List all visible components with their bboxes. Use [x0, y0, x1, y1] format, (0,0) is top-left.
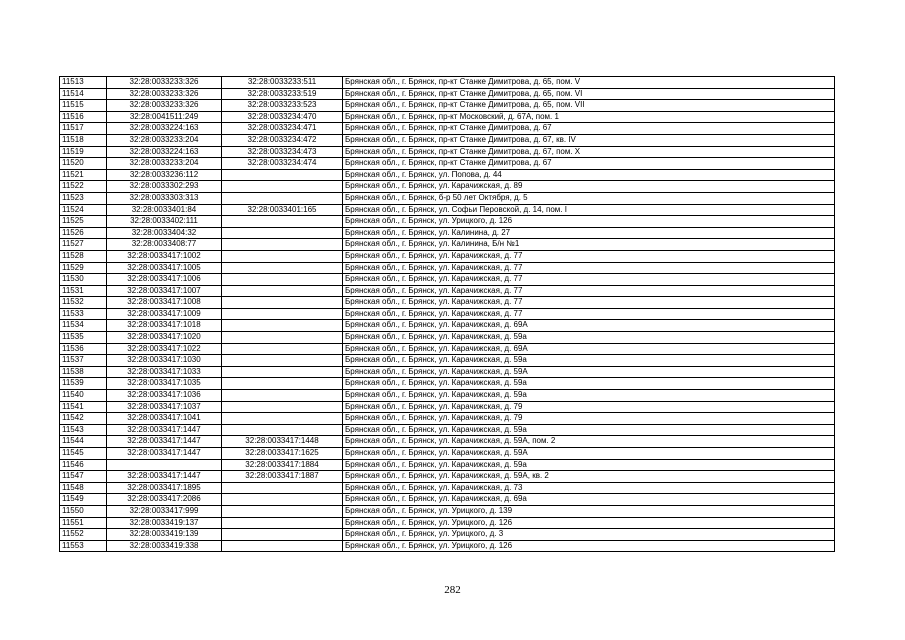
cadastral-number-cell: 32:28:0033417:1447: [107, 436, 222, 448]
cadastral-number-cell: 32:28:0033224:163: [107, 123, 222, 135]
table-row: [60, 448, 835, 460]
linked-cadastral-number-cell: [222, 332, 343, 344]
address-cell: Брянская обл., г. Брянск, ул. Карачижская, д. 69А: [343, 343, 835, 355]
row-number-cell: 11553: [60, 540, 107, 552]
table-row: [60, 239, 835, 251]
table-row: [60, 297, 835, 309]
linked-cadastral-number-cell: [222, 320, 343, 332]
cadastral-number-cell: 32:28:0033417:1036: [107, 390, 222, 402]
cadastral-number-cell: 32:28:0033417:1005: [107, 262, 222, 274]
address-cell: Брянская обл., г. Брянск, ул. Карачижская, д. 79: [343, 401, 835, 413]
page-number: 282: [444, 584, 461, 596]
row-number-cell: 11551: [60, 517, 107, 529]
address-cell: Брянская обл., г. Брянск, ул. Карачижская, д. 77: [343, 274, 835, 286]
address-cell: Брянская обл., г. Брянск, пр-кт Станке Димитрова, д. 67: [343, 123, 835, 135]
cadastral-number-cell: 32:28:0033417:1007: [107, 285, 222, 297]
row-number-cell: 11548: [60, 482, 107, 494]
row-number-cell: 11540: [60, 390, 107, 402]
table-row: [60, 169, 835, 181]
address-cell: Брянская обл., г. Брянск, ул. Карачижская, д. 69а: [343, 494, 835, 506]
row-number-cell: 11517: [60, 123, 107, 135]
row-number-cell: 11533: [60, 308, 107, 320]
cadastral-number-cell: 32:28:0033417:1447: [107, 471, 222, 483]
cadastral-number-cell: 32:28:0033302:293: [107, 181, 222, 193]
table-row: [60, 482, 835, 494]
table-row: [60, 459, 835, 471]
cadastral-number-cell: 32:28:0033417:1447: [107, 424, 222, 436]
row-number-cell: 11523: [60, 192, 107, 204]
row-number-cell: 11525: [60, 216, 107, 228]
address-cell: Брянская обл., г. Брянск, ул. Карачижская, д. 77: [343, 250, 835, 262]
address-cell: Брянская обл., г. Брянск, ул. Карачижская, д. 59А: [343, 448, 835, 460]
linked-cadastral-number-cell: [222, 540, 343, 552]
table-row: [60, 332, 835, 344]
linked-cadastral-number-cell: [222, 517, 343, 529]
row-number-cell: 11519: [60, 146, 107, 158]
row-number-cell: 11528: [60, 250, 107, 262]
table-row: [60, 123, 835, 135]
row-number-cell: 11550: [60, 505, 107, 517]
linked-cadastral-number-cell: 32:28:0033417:1884: [222, 459, 343, 471]
cadastral-number-cell: 32:28:0033224:163: [107, 146, 222, 158]
linked-cadastral-number-cell: 32:28:0033417:1625: [222, 448, 343, 460]
linked-cadastral-number-cell: [222, 181, 343, 193]
table-row: [60, 355, 835, 367]
address-cell: Брянская обл., г. Брянск, б-р 50 лет Октября, д. 5: [343, 192, 835, 204]
address-cell: Брянская обл., г. Брянск, ул. Карачижская, д. 59а: [343, 332, 835, 344]
row-number-cell: 11532: [60, 297, 107, 309]
table-row: [60, 401, 835, 413]
cadastral-number-cell: 32:28:0033408:77: [107, 239, 222, 251]
row-number-cell: 11530: [60, 274, 107, 286]
address-cell: Брянская обл., г. Брянск, пр-кт Московский, д. 67А, пом. 1: [343, 111, 835, 123]
linked-cadastral-number-cell: [222, 401, 343, 413]
row-number-cell: 11539: [60, 378, 107, 390]
address-cell: Брянская обл., г. Брянск, ул. Урицкого, д. 139: [343, 505, 835, 517]
address-cell: Брянская обл., г. Брянск, ул. Карачижская, д. 77: [343, 308, 835, 320]
cadastral-number-cell: 32:28:0033417:1895: [107, 482, 222, 494]
linked-cadastral-number-cell: [222, 343, 343, 355]
row-number-cell: 11513: [60, 77, 107, 89]
row-number-cell: 11515: [60, 100, 107, 112]
linked-cadastral-number-cell: [222, 482, 343, 494]
table-row: [60, 505, 835, 517]
linked-cadastral-number-cell: 32:28:0033234:473: [222, 146, 343, 158]
address-cell: Брянская обл., г. Брянск, пр-кт Станке Димитрова, д. 65, пом. VI: [343, 88, 835, 100]
linked-cadastral-number-cell: [222, 239, 343, 251]
row-number-cell: 11514: [60, 88, 107, 100]
row-number-cell: 11518: [60, 134, 107, 146]
cadastral-number-cell: 32:28:0033417:1009: [107, 308, 222, 320]
linked-cadastral-number-cell: [222, 366, 343, 378]
cadastral-number-cell: 32:28:0033419:338: [107, 540, 222, 552]
address-cell: Брянская обл., г. Брянск, ул. Урицкого, д. 126: [343, 540, 835, 552]
cadastral-number-cell: 32:28:0033236:112: [107, 169, 222, 181]
cadastral-number-cell: 32:28:0033404:32: [107, 227, 222, 239]
row-number-cell: 11544: [60, 436, 107, 448]
cadastral-number-cell: 32:28:0033417:1037: [107, 401, 222, 413]
table-row: [60, 88, 835, 100]
table-row: [60, 192, 835, 204]
table-row: [60, 471, 835, 483]
linked-cadastral-number-cell: [222, 378, 343, 390]
table-row: [60, 540, 835, 552]
cadastral-number-cell: 32:28:0033402:111: [107, 216, 222, 228]
row-number-cell: 11524: [60, 204, 107, 216]
table-row: [60, 158, 835, 170]
table-row: [60, 134, 835, 146]
address-cell: Брянская обл., г. Брянск, ул. Попова, д. 44: [343, 169, 835, 181]
linked-cadastral-number-cell: [222, 413, 343, 425]
cadastral-number-cell: 32:28:0033417:1020: [107, 332, 222, 344]
cadastral-number-cell: 32:28:0033419:137: [107, 517, 222, 529]
table-row: [60, 216, 835, 228]
address-cell: Брянская обл., г. Брянск, ул. Урицкого, д. 126: [343, 517, 835, 529]
linked-cadastral-number-cell: 32:28:0033233:523: [222, 100, 343, 112]
linked-cadastral-number-cell: [222, 274, 343, 286]
cadastral-number-cell: 32:28:0033417:1006: [107, 274, 222, 286]
cadastral-number-cell: 32:28:0041511:249: [107, 111, 222, 123]
cadastral-number-cell: 32:28:0033417:1030: [107, 355, 222, 367]
address-cell: Брянская обл., г. Брянск, ул. Карачижская, д. 59а: [343, 378, 835, 390]
linked-cadastral-number-cell: [222, 505, 343, 517]
address-cell: Брянская обл., г. Брянск, ул. Карачижская, д. 69А: [343, 320, 835, 332]
table-row: [60, 424, 835, 436]
table-row: [60, 111, 835, 123]
linked-cadastral-number-cell: [222, 424, 343, 436]
row-number-cell: 11547: [60, 471, 107, 483]
cadastral-number-cell: 32:28:0033417:999: [107, 505, 222, 517]
row-number-cell: 11529: [60, 262, 107, 274]
address-cell: Брянская обл., г. Брянск, ул. Карачижская, д. 73: [343, 482, 835, 494]
cadastral-number-cell: 32:28:0033233:204: [107, 134, 222, 146]
table-row: [60, 181, 835, 193]
row-number-cell: 11545: [60, 448, 107, 460]
address-cell: Брянская обл., г. Брянск, ул. Урицкого, д. 126: [343, 216, 835, 228]
address-cell: Брянская обл., г. Брянск, пр-кт Станке Димитрова, д. 67: [343, 158, 835, 170]
address-cell: Брянская обл., г. Брянск, ул. Карачижская, д. 59А, пом. 2: [343, 436, 835, 448]
address-cell: Брянская обл., г. Брянск, ул. Калинина, Б/н №1: [343, 239, 835, 251]
table-row: [60, 146, 835, 158]
table-row: [60, 320, 835, 332]
row-number-cell: 11546: [60, 459, 107, 471]
row-number-cell: 11538: [60, 366, 107, 378]
address-cell: Брянская обл., г. Брянск, пр-кт Станке Димитрова, д. 65, пом. VII: [343, 100, 835, 112]
linked-cadastral-number-cell: [222, 169, 343, 181]
address-cell: Брянская обл., г. Брянск, пр-кт Станке Димитрова, д. 65, пом. V: [343, 77, 835, 89]
linked-cadastral-number-cell: [222, 262, 343, 274]
cadastral-number-cell: 32:28:0033233:326: [107, 77, 222, 89]
table-row: [60, 343, 835, 355]
row-number-cell: 11552: [60, 529, 107, 541]
address-cell: Брянская обл., г. Брянск, ул. Карачижская, д. 77: [343, 297, 835, 309]
row-number-cell: 11527: [60, 239, 107, 251]
table-row: [60, 413, 835, 425]
address-cell: Брянская обл., г. Брянск, ул. Карачижская, д. 59а: [343, 424, 835, 436]
table-row: [60, 390, 835, 402]
table-row: [60, 100, 835, 112]
linked-cadastral-number-cell: [222, 285, 343, 297]
linked-cadastral-number-cell: 32:28:0033234:470: [222, 111, 343, 123]
linked-cadastral-number-cell: 32:28:0033234:474: [222, 158, 343, 170]
cadastral-number-cell: 32:28:0033303:313: [107, 192, 222, 204]
row-number-cell: 11521: [60, 169, 107, 181]
row-number-cell: 11536: [60, 343, 107, 355]
cadastral-table-body: [60, 77, 835, 552]
row-number-cell: 11526: [60, 227, 107, 239]
address-cell: Брянская обл., г. Брянск, пр-кт Станке Димитрова, д. 67, кв. IV: [343, 134, 835, 146]
table-row: [60, 366, 835, 378]
table-row: [60, 274, 835, 286]
table-row: [60, 250, 835, 262]
cadastral-number-cell: 32:28:0033417:1447: [107, 448, 222, 460]
linked-cadastral-number-cell: [222, 355, 343, 367]
cadastral-number-cell: 32:28:0033233:204: [107, 158, 222, 170]
linked-cadastral-number-cell: [222, 227, 343, 239]
table-row: [60, 204, 835, 216]
linked-cadastral-number-cell: [222, 297, 343, 309]
cadastral-number-cell: 32:28:0033417:1035: [107, 378, 222, 390]
table-row: [60, 494, 835, 506]
cadastral-number-cell: 32:28:0033417:1033: [107, 366, 222, 378]
row-number-cell: 11531: [60, 285, 107, 297]
linked-cadastral-number-cell: [222, 390, 343, 402]
linked-cadastral-number-cell: [222, 216, 343, 228]
row-number-cell: 11534: [60, 320, 107, 332]
row-number-cell: 11522: [60, 181, 107, 193]
linked-cadastral-number-cell: 32:28:0033234:472: [222, 134, 343, 146]
address-cell: Брянская обл., г. Брянск, ул. Карачижская, д. 59а: [343, 459, 835, 471]
address-cell: Брянская обл., г. Брянск, ул. Карачижская, д. 59А, кв. 2: [343, 471, 835, 483]
linked-cadastral-number-cell: [222, 529, 343, 541]
row-number-cell: 11541: [60, 401, 107, 413]
table-row: [60, 285, 835, 297]
cadastral-number-cell: 32:28:0033419:139: [107, 529, 222, 541]
cadastral-number-cell: 32:28:0033417:1008: [107, 297, 222, 309]
linked-cadastral-number-cell: [222, 192, 343, 204]
table-row: [60, 517, 835, 529]
linked-cadastral-number-cell: [222, 308, 343, 320]
cadastral-number-cell: 32:28:0033233:326: [107, 100, 222, 112]
cadastral-number-cell: 32:28:0033417:1002: [107, 250, 222, 262]
linked-cadastral-number-cell: 32:28:0033233:519: [222, 88, 343, 100]
address-cell: Брянская обл., г. Брянск, ул. Карачижская, д. 59а: [343, 355, 835, 367]
row-number-cell: 11537: [60, 355, 107, 367]
row-number-cell: 11549: [60, 494, 107, 506]
linked-cadastral-number-cell: [222, 494, 343, 506]
address-cell: Брянская обл., г. Брянск, ул. Карачижская, д. 77: [343, 285, 835, 297]
row-number-cell: 11520: [60, 158, 107, 170]
linked-cadastral-number-cell: 32:28:0033401:165: [222, 204, 343, 216]
linked-cadastral-number-cell: 32:28:0033234:471: [222, 123, 343, 135]
linked-cadastral-number-cell: 32:28:0033417:1448: [222, 436, 343, 448]
linked-cadastral-number-cell: [222, 250, 343, 262]
cadastral-number-cell: 32:28:0033417:1041: [107, 413, 222, 425]
linked-cadastral-number-cell: 32:28:0033233:511: [222, 77, 343, 89]
table-row: [60, 77, 835, 89]
linked-cadastral-number-cell: 32:28:0033417:1887: [222, 471, 343, 483]
table-row: [60, 308, 835, 320]
table-row: [60, 529, 835, 541]
table-row: [60, 262, 835, 274]
address-cell: Брянская обл., г. Брянск, ул. Калинина, д. 27: [343, 227, 835, 239]
address-cell: Брянская обл., г. Брянск, ул. Карачижская, д. 89: [343, 181, 835, 193]
row-number-cell: 11542: [60, 413, 107, 425]
address-cell: Брянская обл., г. Брянск, ул. Софьи Перовской, д. 14, пом. I: [343, 204, 835, 216]
cadastral-number-cell: 32:28:0033401:84: [107, 204, 222, 216]
table-row: [60, 378, 835, 390]
address-cell: Брянская обл., г. Брянск, ул. Карачижская, д. 59а: [343, 390, 835, 402]
cadastral-number-cell: 32:28:0033417:1018: [107, 320, 222, 332]
cadastral-table: [59, 76, 835, 552]
cadastral-number-cell: 32:28:0033417:2086: [107, 494, 222, 506]
cadastral-number-cell: 32:28:0033417:1022: [107, 343, 222, 355]
row-number-cell: 11535: [60, 332, 107, 344]
row-number-cell: 11543: [60, 424, 107, 436]
address-cell: Брянская обл., г. Брянск, ул. Карачижская, д. 77: [343, 262, 835, 274]
table-row: [60, 436, 835, 448]
cadastral-number-cell: [107, 459, 222, 471]
address-cell: Брянская обл., г. Брянск, ул. Карачижская, д. 59А: [343, 366, 835, 378]
table-row: [60, 227, 835, 239]
address-cell: Брянская обл., г. Брянск, ул. Урицкого, д. 3: [343, 529, 835, 541]
cadastral-number-cell: 32:28:0033233:326: [107, 88, 222, 100]
address-cell: Брянская обл., г. Брянск, пр-кт Станке Димитрова, д. 67, пом. X: [343, 146, 835, 158]
address-cell: Брянская обл., г. Брянск, ул. Карачижская, д. 79: [343, 413, 835, 425]
row-number-cell: 11516: [60, 111, 107, 123]
